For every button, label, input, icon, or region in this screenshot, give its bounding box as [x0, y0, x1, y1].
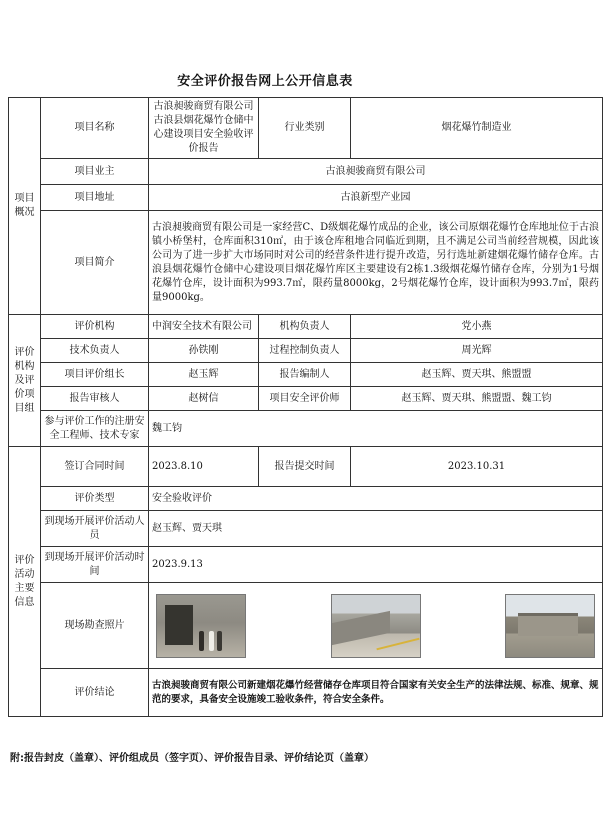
site-photo-warehouse-yard	[505, 594, 595, 658]
site-staff-value: 赵玉辉、贾天琪	[149, 511, 603, 547]
site-photo-warehouse-side	[331, 594, 421, 658]
site-photo-warehouse-entrance	[156, 594, 246, 658]
group-eval-activity: 评价活动主要信息	[9, 447, 41, 717]
tech-head-label: 技术负责人	[41, 339, 149, 363]
safety-evaluator-value: 赵玉辉、贾天琪、熊盟盟、魏工钧	[351, 387, 603, 411]
submit-time-label: 报告提交时间	[259, 447, 351, 487]
conclusion-label: 评价结论	[41, 669, 149, 717]
writer-label: 报告编制人	[259, 363, 351, 387]
reviewer-label: 报告审核人	[41, 387, 149, 411]
site-time-label: 到现场开展评价活动时间	[41, 547, 149, 583]
writer-value: 赵玉辉、贾天琪、熊盟盟	[351, 363, 603, 387]
process-head-label: 过程控制负责人	[259, 339, 351, 363]
tech-head-value: 孙铁刚	[149, 339, 259, 363]
group-eval-org: 评价机构及评价项目组	[9, 315, 41, 447]
group-project-overview: 项目概况	[9, 98, 41, 315]
eval-type-label: 评价类型	[41, 487, 149, 511]
eval-org-value: 中润安全技术有限公司	[149, 315, 259, 339]
project-address-label: 项目地址	[41, 185, 149, 211]
photos-label: 现场勘查照片	[41, 583, 149, 669]
org-head-label: 机构负责人	[259, 315, 351, 339]
footnote: 附:报告封皮（盖章）、评价组成员（签字页）、评价报告目录、评价结论页（盖章）	[10, 753, 374, 764]
project-intro-value: 古浪昶骏商贸有限公司是一家经营C、D级烟花爆竹成品的企业，该公司原烟花爆竹仓库地址位于古浪镇小桥堡村，仓库面积310㎡，由于该仓库租地合同临近到期，且不满足公司当前经营规模，因此该公司为了进一步扩大市场同时对公司的经营条件进行提升改造，另行选址新建烟花爆竹储存仓库。古浪县烟花爆竹仓储中心建设项目烟花爆竹库区主要建设有2栋1.3级烟花爆竹储存仓库，分别为1号烟花爆竹仓库，设计面积为993.7㎡，限药量8000kg，2号烟花爆竹仓库，设计面积为993.7㎡，限药量9000kg。	[149, 211, 603, 315]
process-head-value: 周光辉	[351, 339, 603, 363]
eval-type-value: 安全验收评价	[149, 487, 603, 511]
team-lead-label: 项目评价组长	[41, 363, 149, 387]
engineers-value: 魏工钧	[149, 411, 603, 447]
project-intro-label: 项目简介	[41, 211, 149, 315]
industry-label: 行业类别	[259, 98, 351, 159]
site-time-value: 2023.9.13	[149, 547, 603, 583]
industry-value: 烟花爆竹制造业	[351, 98, 603, 159]
team-lead-value: 赵玉辉	[149, 363, 259, 387]
photos-cell	[149, 583, 603, 669]
contract-time-label: 签订合同时间	[41, 447, 149, 487]
safety-evaluator-label: 项目安全评价师	[259, 387, 351, 411]
project-owner-value: 古浪昶骏商贸有限公司	[149, 159, 603, 185]
reviewer-value: 赵树信	[149, 387, 259, 411]
conclusion-value: 古浪昶骏商贸有限公司新建烟花爆竹经营储存仓库项目符合国家有关安全生产的法律法规、标准、规章、规范的要求，具备安全设施竣工验收条件，符合安全条件。	[149, 669, 603, 717]
project-address-value: 古浪新型产业园	[149, 185, 603, 211]
info-table	[8, 97, 603, 717]
org-head-value: 党小燕	[351, 315, 603, 339]
site-staff-label: 到现场开展评价活动人员	[41, 511, 149, 547]
eval-org-label: 评价机构	[41, 315, 149, 339]
project-name-label: 项目名称	[41, 98, 149, 159]
project-name-value: 古浪昶骏商贸有限公司古浪县烟花爆竹仓储中心建设项目安全验收评价报告	[149, 98, 259, 159]
submit-time-value: 2023.10.31	[351, 447, 603, 487]
contract-time-value: 2023.8.10	[149, 447, 259, 487]
project-owner-label: 项目业主	[41, 159, 149, 185]
page-title: 安全评价报告网上公开信息表	[177, 74, 353, 89]
site-photos	[152, 594, 599, 658]
engineers-label: 参与评价工作的注册安全工程师、技术专家	[41, 411, 149, 447]
